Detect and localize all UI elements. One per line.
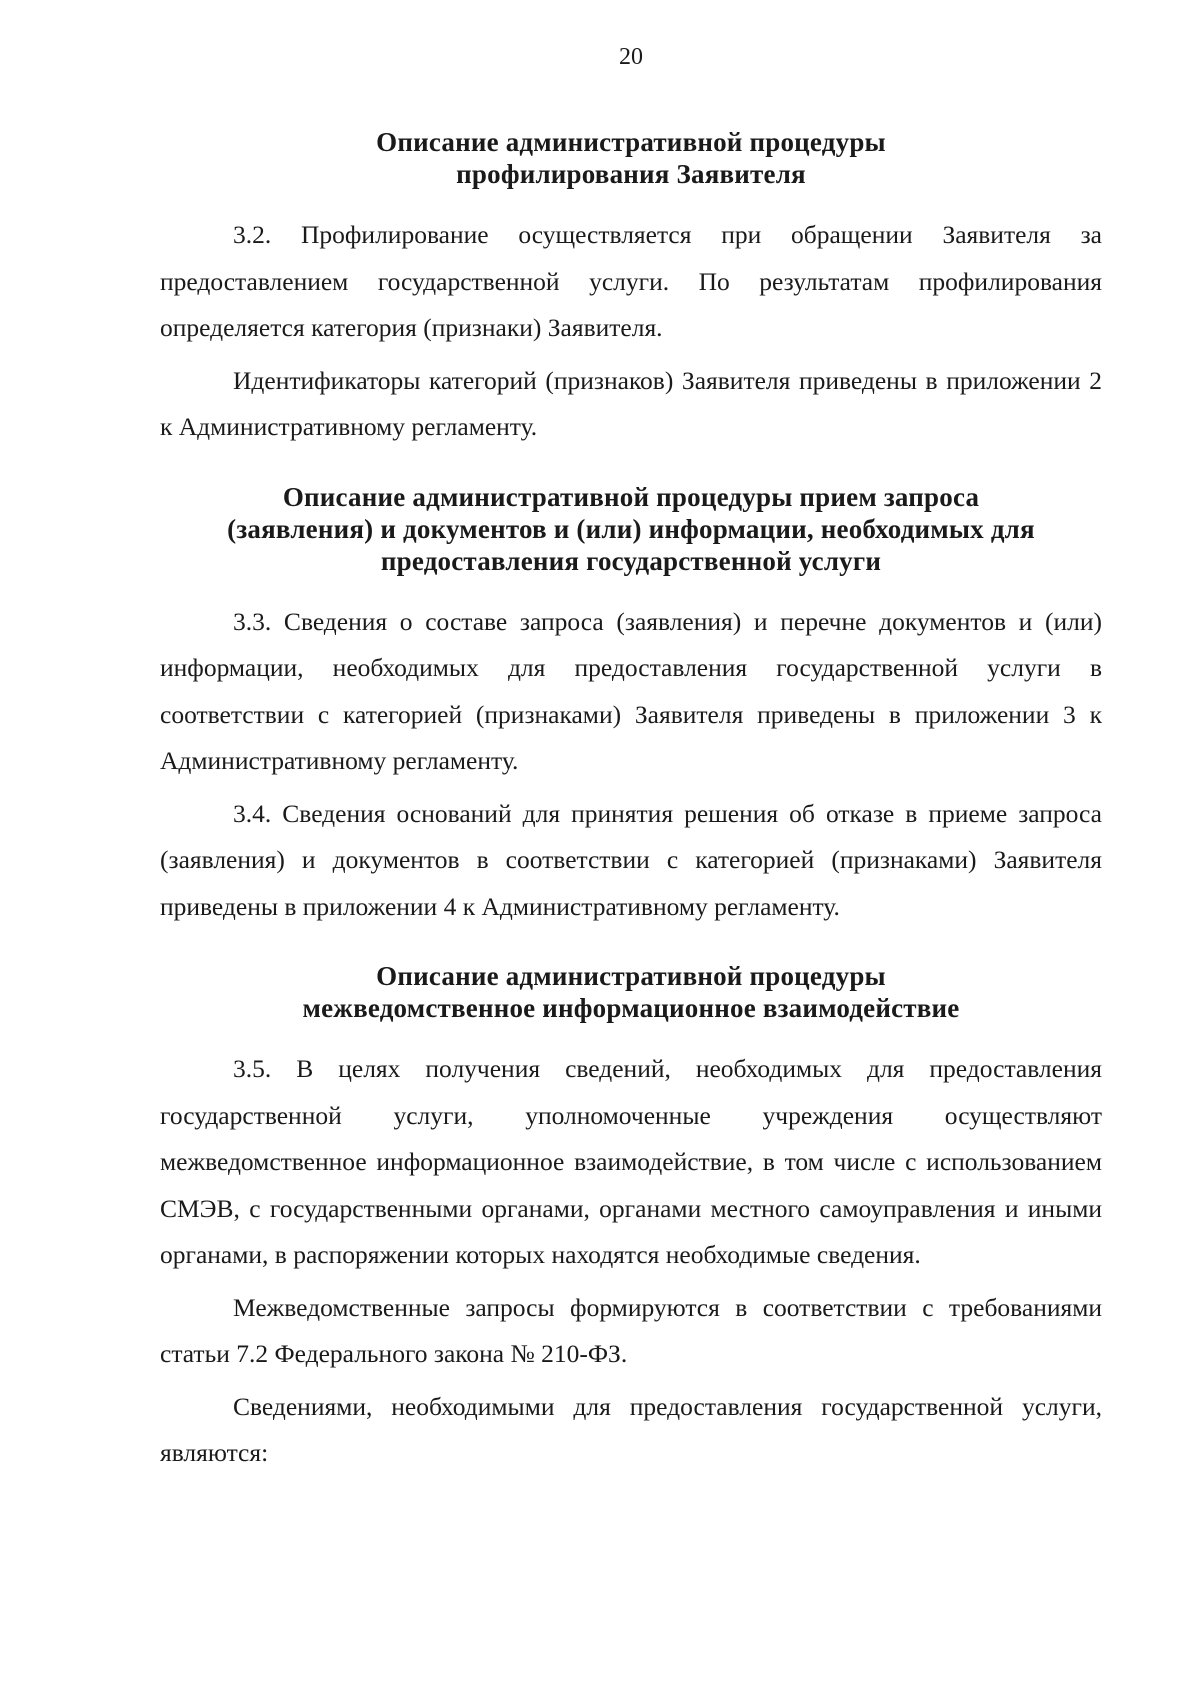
paragraph: Идентификаторы категорий (признаков) Заявителя приведены в приложении 2 к Административному регламенту. <box>160 365 1102 441</box>
heading-line: Описание административной процедуры <box>376 127 886 157</box>
paragraph: 3.4. Сведения оснований для принятия решения об отказе в приеме запроса (заявления) и документов в соответствии с категорией (признаками) Заявителя приведены в приложении 4 к Административному регламенту. <box>160 798 1102 921</box>
paragraph: 3.2. Профилирование осуществляется при обращении Заявителя за предоставлением государственной услуги. По результатам профилирования определяется категория (признаки) Заявителя. <box>160 220 1102 342</box>
section-profiling <box>160 126 1102 451</box>
heading-line: предоставления государственной услуги <box>380 545 882 576</box>
heading-line: (заявления) и документов и (или) информации, необходимых для <box>227 513 1035 544</box>
heading-line: Описание административной процедуры <box>376 961 886 991</box>
heading-line: профилирования Заявителя <box>456 159 806 189</box>
section-heading <box>160 960 1102 1024</box>
paragraph: 3.3. Сведения о составе запроса (заявления) и перечне документов и (или) информации, необходимых для предоставления государственной услуги в соответствии с категорией (признаками) Заявителя приведены в приложении 3 к Административному регламенту. <box>160 606 1102 775</box>
section-heading <box>160 481 1102 577</box>
paragraph: Межведомственные запросы формируются в соответствии с требованиями статьи 7.2 Федерального закона № 210-ФЗ. <box>160 1292 1102 1368</box>
paragraph: 3.5. В целях получения сведений, необходимых для предоставления государственной услуги, уполномоченные учреждения осуществляют межведомственное информационное взаимодействие, в том числе с использованием СМЭВ, с государственными органами, органами местного самоуправления и иными органами, в распоряжении которых находятся необходимые сведения. <box>160 1054 1102 1269</box>
heading-line: Описание административной процедуры прием запроса <box>282 481 980 512</box>
paragraph: Сведениями, необходимыми для предоставления государственной услуги, являются: <box>160 1391 1102 1467</box>
page-number: 20 <box>619 44 643 70</box>
section-heading <box>160 126 1102 190</box>
section-interagency <box>160 960 1102 1477</box>
section-request-intake <box>160 481 1102 931</box>
heading-line: межведомственное информационное взаимодействие <box>302 993 960 1023</box>
